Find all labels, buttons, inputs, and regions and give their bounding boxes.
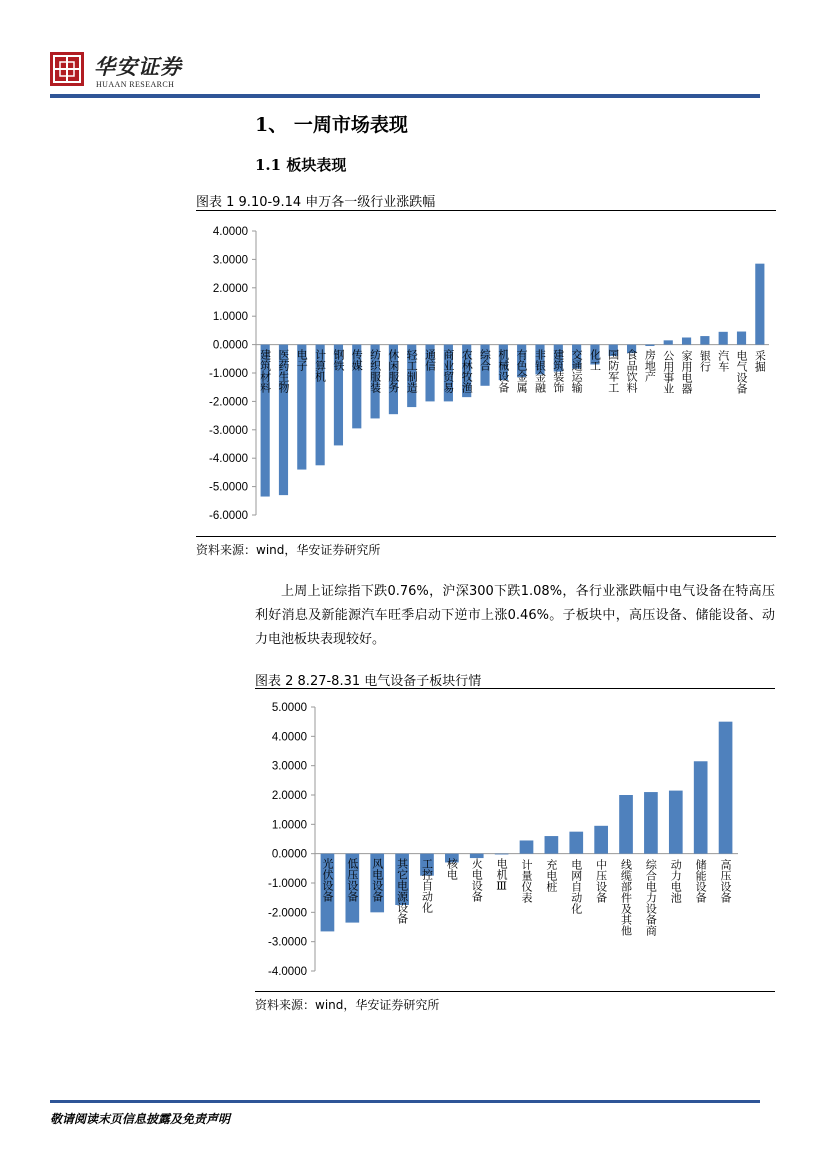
category-label: 食品饮料 bbox=[625, 348, 639, 393]
figure-1-top-rule bbox=[196, 210, 776, 211]
category-label: 传媒 bbox=[350, 348, 364, 371]
bar bbox=[619, 795, 633, 854]
bar bbox=[664, 340, 673, 344]
category-label: 储能设备 bbox=[694, 858, 708, 903]
category-label: 充电桩 bbox=[544, 858, 558, 892]
logo bbox=[50, 52, 84, 86]
figure-1-source: 资料来源：wind，华安证券研究所 bbox=[196, 543, 381, 557]
bar bbox=[694, 761, 708, 853]
category-label: 动力电池 bbox=[669, 858, 683, 903]
bar bbox=[569, 832, 583, 854]
category-label: 钢铁 bbox=[331, 348, 345, 371]
category-label: 电气设备 bbox=[735, 349, 749, 394]
y-tick-label: -6.0000 bbox=[208, 510, 248, 522]
bar bbox=[700, 336, 709, 345]
category-label: 有色金属 bbox=[515, 348, 529, 393]
y-tick-label: -1.0000 bbox=[267, 878, 307, 890]
y-tick-label: -3.0000 bbox=[267, 936, 307, 949]
category-label: 高压设备 bbox=[719, 858, 733, 903]
y-tick-label: -1.0000 bbox=[208, 368, 248, 380]
category-label: 电子 bbox=[295, 348, 309, 371]
logo-mark-icon bbox=[50, 52, 84, 86]
bar bbox=[545, 836, 559, 854]
y-tick-label: -4.0000 bbox=[267, 966, 307, 978]
figure-2-top-rule bbox=[255, 688, 775, 689]
header-rule bbox=[50, 94, 760, 98]
figure-2-chart bbox=[255, 690, 775, 990]
category-label: 商业贸易 bbox=[441, 348, 455, 393]
category-label: 国防军工 bbox=[606, 348, 620, 393]
category-label: 银行 bbox=[698, 349, 712, 372]
category-label: 中压设备 bbox=[594, 858, 608, 903]
y-tick-label: -4.0000 bbox=[208, 453, 248, 466]
category-label: 计算机 bbox=[313, 348, 327, 382]
footer-rule bbox=[50, 1100, 760, 1103]
category-label: 轻工制造 bbox=[405, 348, 419, 393]
category-label: 风电设备 bbox=[370, 857, 384, 902]
category-label: 电网自动化 bbox=[569, 858, 583, 914]
bar bbox=[520, 840, 534, 853]
footer-disclaimer: 敬请阅读末页信息披露及免责声明 bbox=[50, 1112, 231, 1126]
category-label: 核电 bbox=[445, 857, 459, 880]
figure-2-caption: 图表 2 8.27-8.31 电气设备子板块行情 bbox=[255, 674, 482, 689]
category-label: 采掘 bbox=[753, 349, 767, 372]
category-label: 房地产 bbox=[643, 348, 657, 382]
bar bbox=[719, 722, 733, 854]
category-label: 医药生物 bbox=[276, 348, 290, 393]
category-label: 家用电器 bbox=[680, 349, 694, 394]
bar bbox=[719, 332, 728, 345]
category-label: 建筑装饰 bbox=[551, 348, 565, 393]
category-label: 公用事业 bbox=[661, 349, 675, 394]
brand-name: 华安证券 bbox=[94, 54, 182, 79]
y-tick-label: 4.0000 bbox=[212, 226, 248, 238]
category-label: 火电设备 bbox=[470, 857, 484, 902]
category-label: 计量仪表 bbox=[520, 858, 533, 903]
bar bbox=[755, 264, 764, 345]
y-tick-label: -2.0000 bbox=[267, 907, 307, 920]
bar bbox=[645, 345, 654, 346]
bar bbox=[669, 791, 683, 854]
category-label: 机械设备 bbox=[496, 348, 510, 393]
category-label: 综合 bbox=[478, 348, 492, 371]
category-label: 综合电力设备商 bbox=[644, 858, 658, 936]
body-paragraph: 上周上证综指下跌0.76%，沪深300下跌1.08%，各行业涨跌幅中电气设备在特高压利好消息及新能源汽车旺季启动下逆市上涨0.46%。子板块中，高压设备、储能设备、动力电池板块表现较好。 bbox=[255, 584, 775, 647]
category-label: 通信 bbox=[423, 348, 437, 371]
category-label: 其它电源设备 bbox=[395, 857, 409, 924]
y-tick-label: -2.0000 bbox=[208, 396, 248, 409]
y-tick-label: 0.0000 bbox=[212, 339, 248, 352]
bar bbox=[495, 854, 509, 855]
category-label: 电机Ⅲ bbox=[495, 857, 509, 893]
figure-1-bottom-rule bbox=[196, 536, 776, 537]
brand-name-english: HUAAN RESEARCH bbox=[96, 80, 175, 89]
category-label: 工控自动化 bbox=[420, 857, 434, 913]
category-label: 汽车 bbox=[716, 349, 730, 372]
y-tick-label: 3.0000 bbox=[212, 254, 248, 267]
category-label: 农林牧渔 bbox=[460, 348, 474, 393]
y-tick-label: 2.0000 bbox=[212, 282, 248, 295]
category-label: 光伏设备 bbox=[320, 857, 334, 902]
category-label: 交通运输 bbox=[570, 348, 584, 393]
category-label: 化工 bbox=[588, 348, 602, 371]
y-tick-label: 2.0000 bbox=[271, 790, 307, 802]
y-tick-label: 1.0000 bbox=[271, 819, 307, 832]
category-label: 低压设备 bbox=[345, 857, 359, 902]
bar bbox=[594, 826, 608, 854]
category-label: 纺织服装 bbox=[368, 348, 382, 393]
bar bbox=[737, 332, 746, 345]
y-tick-label: 0.0000 bbox=[271, 848, 307, 861]
category-label: 建筑材料 bbox=[258, 348, 272, 393]
bar bbox=[682, 338, 691, 345]
section-subtitle: 1.1 板块表现 bbox=[255, 156, 347, 174]
figure-2-bottom-rule bbox=[255, 991, 775, 992]
y-tick-label: 1.0000 bbox=[212, 311, 248, 324]
figure-1-chart bbox=[196, 212, 776, 534]
category-label: 线缆部件及其他 bbox=[619, 858, 633, 936]
bar bbox=[644, 792, 658, 854]
section-title: 1、 一周市场表现 bbox=[255, 114, 408, 136]
y-tick-label: 4.0000 bbox=[271, 731, 307, 744]
figure-1-caption: 图表 1 9.10-9.14 申万各一级行业涨跌幅 bbox=[196, 195, 436, 210]
y-tick-label: 3.0000 bbox=[271, 760, 307, 773]
y-tick-label: 5.0000 bbox=[271, 702, 307, 714]
category-label: 休闲服务 bbox=[386, 348, 400, 393]
y-tick-label: -5.0000 bbox=[208, 481, 248, 494]
category-label: 非银金融 bbox=[533, 348, 547, 393]
y-tick-label: -3.0000 bbox=[208, 424, 248, 437]
figure-2-source: 资料来源：wind，华安证券研究所 bbox=[255, 998, 440, 1012]
